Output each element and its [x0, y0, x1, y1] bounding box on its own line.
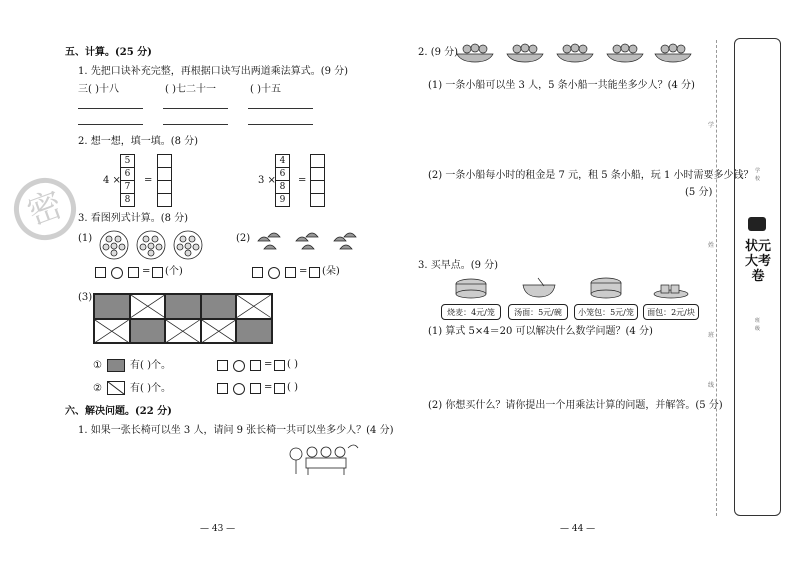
- operator-circle[interactable]: [268, 267, 280, 279]
- binding-char: 班: [708, 332, 715, 339]
- question-2-title: 2. (9 分): [418, 47, 459, 58]
- question-2-2: (2) 一条小船每小时的租金是 7 元，租 5 条小船，玩 1 小时需要多少钱？: [428, 170, 754, 181]
- factor: 8: [276, 181, 289, 194]
- equals-sign: =: [144, 175, 153, 186]
- grid-cell: [94, 319, 130, 344]
- answer-box[interactable]: [217, 383, 228, 394]
- answer-box[interactable]: [309, 267, 320, 278]
- factor: 5: [121, 155, 134, 168]
- question-2-2-points: (5 分): [685, 187, 713, 198]
- question-6-1: 1. 如果一张长椅可以坐 3 人，请问 9 张长椅一共可以坐多少人？(4 分): [78, 425, 394, 436]
- answer-column-a[interactable]: [157, 154, 172, 207]
- binding-char: 姓: [708, 242, 715, 249]
- grid-cell: [165, 319, 201, 344]
- question-3-title: 3. 买早点。(9 分): [418, 260, 499, 271]
- factor: 8: [124, 195, 131, 205]
- question-2-1: (1) 一条小船可以坐 3 人，5 条小船一共能坐多少人？(4 分): [428, 80, 695, 91]
- factor: 4: [276, 155, 289, 168]
- unit-label: (朵): [322, 266, 340, 277]
- binding-char: 学: [708, 122, 715, 129]
- unit-label: (个): [165, 266, 183, 277]
- equals-sign: =: [264, 359, 273, 370]
- row-2-text: 有( )个。: [130, 383, 171, 394]
- boats-illustration: [455, 40, 695, 66]
- answer-column-b[interactable]: [310, 154, 325, 207]
- answer-line[interactable]: [78, 108, 143, 109]
- answer-line[interactable]: [248, 108, 313, 109]
- unit-paren: ( ): [287, 359, 298, 370]
- operator-circle[interactable]: [111, 267, 123, 279]
- factor: 7: [121, 181, 134, 194]
- grid-cell: [201, 294, 237, 319]
- answer-box[interactable]: [217, 360, 228, 371]
- grid-cell: [236, 294, 272, 319]
- mushroom-groups-icon: [254, 229, 364, 259]
- triangle-icon: [107, 381, 125, 395]
- grid-cell: [236, 319, 272, 344]
- steamer-icon: [452, 276, 490, 300]
- blank-3: ( )十五: [250, 84, 281, 95]
- brand-logo: 状元大考卷: [744, 239, 771, 284]
- shape-grid: [93, 293, 273, 344]
- answer-line[interactable]: [78, 124, 143, 125]
- grid-cell: [94, 294, 130, 319]
- dumpling-steamer-icon: [587, 276, 625, 300]
- equals-sign: =: [142, 266, 151, 277]
- equals-sign: =: [299, 266, 308, 277]
- equals-sign: =: [298, 175, 307, 186]
- binding-char: 线: [708, 382, 715, 389]
- page-number-right: — 44 —: [560, 524, 596, 534]
- answer-box[interactable]: [95, 267, 106, 278]
- food-price-label: 面包：2元/块: [643, 304, 699, 320]
- answer-box[interactable]: [250, 360, 261, 371]
- factor-column-a: [120, 154, 135, 207]
- blank-2: ( )七二十一: [165, 84, 216, 95]
- logo-badge-icon: [748, 217, 766, 231]
- answer-line[interactable]: [248, 124, 313, 125]
- answer-box[interactable]: [274, 383, 285, 394]
- unit-paren: ( ): [287, 382, 298, 393]
- question-3-2: (2) 你想买什么？请你提出一个用乘法计算的问题，并解答。(5 分): [428, 400, 723, 411]
- grid-cell: [201, 319, 237, 344]
- bench-people-illustration: [286, 440, 362, 478]
- grid-cell: [165, 294, 201, 319]
- blank-1: 三( )十八: [78, 84, 119, 95]
- factor: 6: [121, 168, 134, 181]
- bread-plate-icon: [652, 280, 690, 300]
- part-2-label: (2): [236, 233, 251, 244]
- equals-sign: =: [264, 382, 273, 393]
- secret-stamp: 密: [5, 169, 84, 248]
- side-char: 班: [755, 318, 761, 324]
- part-3-label: (3): [78, 292, 93, 303]
- multiplier-a: 4 ×: [103, 175, 121, 186]
- factor: 9: [279, 195, 286, 205]
- factor: 6: [276, 168, 289, 181]
- row-1-text: 有( )个。: [130, 360, 171, 371]
- row-1-label: ①: [93, 360, 102, 371]
- factor-column-b: [275, 154, 290, 207]
- row-2-label: ②: [93, 383, 102, 394]
- grid-cell: [130, 294, 166, 319]
- dark-square-icon: [107, 359, 125, 372]
- part-1-label: (1): [78, 233, 93, 244]
- question-5-1: 1. 先把口诀补充完整，再根据口诀写出两道乘法算式。(9 分): [78, 66, 349, 77]
- side-char: 学: [755, 168, 761, 174]
- food-price-label: 烧麦：4元/笼: [441, 304, 501, 320]
- answer-box[interactable]: [274, 360, 285, 371]
- question-3-1: (1) 算式 5×4＝20 可以解决什么数学问题？(4 分): [428, 326, 653, 337]
- flower-groups-icon: [98, 229, 204, 261]
- answer-line[interactable]: [163, 108, 228, 109]
- answer-box[interactable]: [285, 267, 296, 278]
- answer-box[interactable]: [250, 383, 261, 394]
- answer-line[interactable]: [163, 124, 228, 125]
- section-6-title: 六、解决问题。(22 分): [65, 406, 172, 417]
- operator-circle[interactable]: [233, 383, 245, 395]
- food-price-label: 汤面：5元/碗: [508, 304, 568, 320]
- section-5-title: 五、计算。(25 分): [65, 47, 152, 58]
- answer-box[interactable]: [152, 267, 163, 278]
- question-5-2: 2. 想一想，填一填。(8 分): [78, 136, 199, 147]
- multiplier-b: 3 ×: [258, 175, 276, 186]
- question-5-3: 3. 看图列式计算。(8 分): [78, 213, 189, 224]
- operator-circle[interactable]: [233, 360, 245, 372]
- binding-line: [716, 40, 717, 516]
- answer-box[interactable]: [128, 267, 139, 278]
- food-price-label: 小笼包：5元/笼: [574, 304, 638, 320]
- side-char: 校: [755, 176, 761, 182]
- grid-cell: [130, 319, 166, 344]
- page-number-left: — 43 —: [200, 524, 236, 534]
- answer-box[interactable]: [252, 267, 263, 278]
- side-panel: [734, 38, 781, 516]
- noodle-bowl-icon: [520, 276, 558, 300]
- side-char: 级: [755, 326, 761, 332]
